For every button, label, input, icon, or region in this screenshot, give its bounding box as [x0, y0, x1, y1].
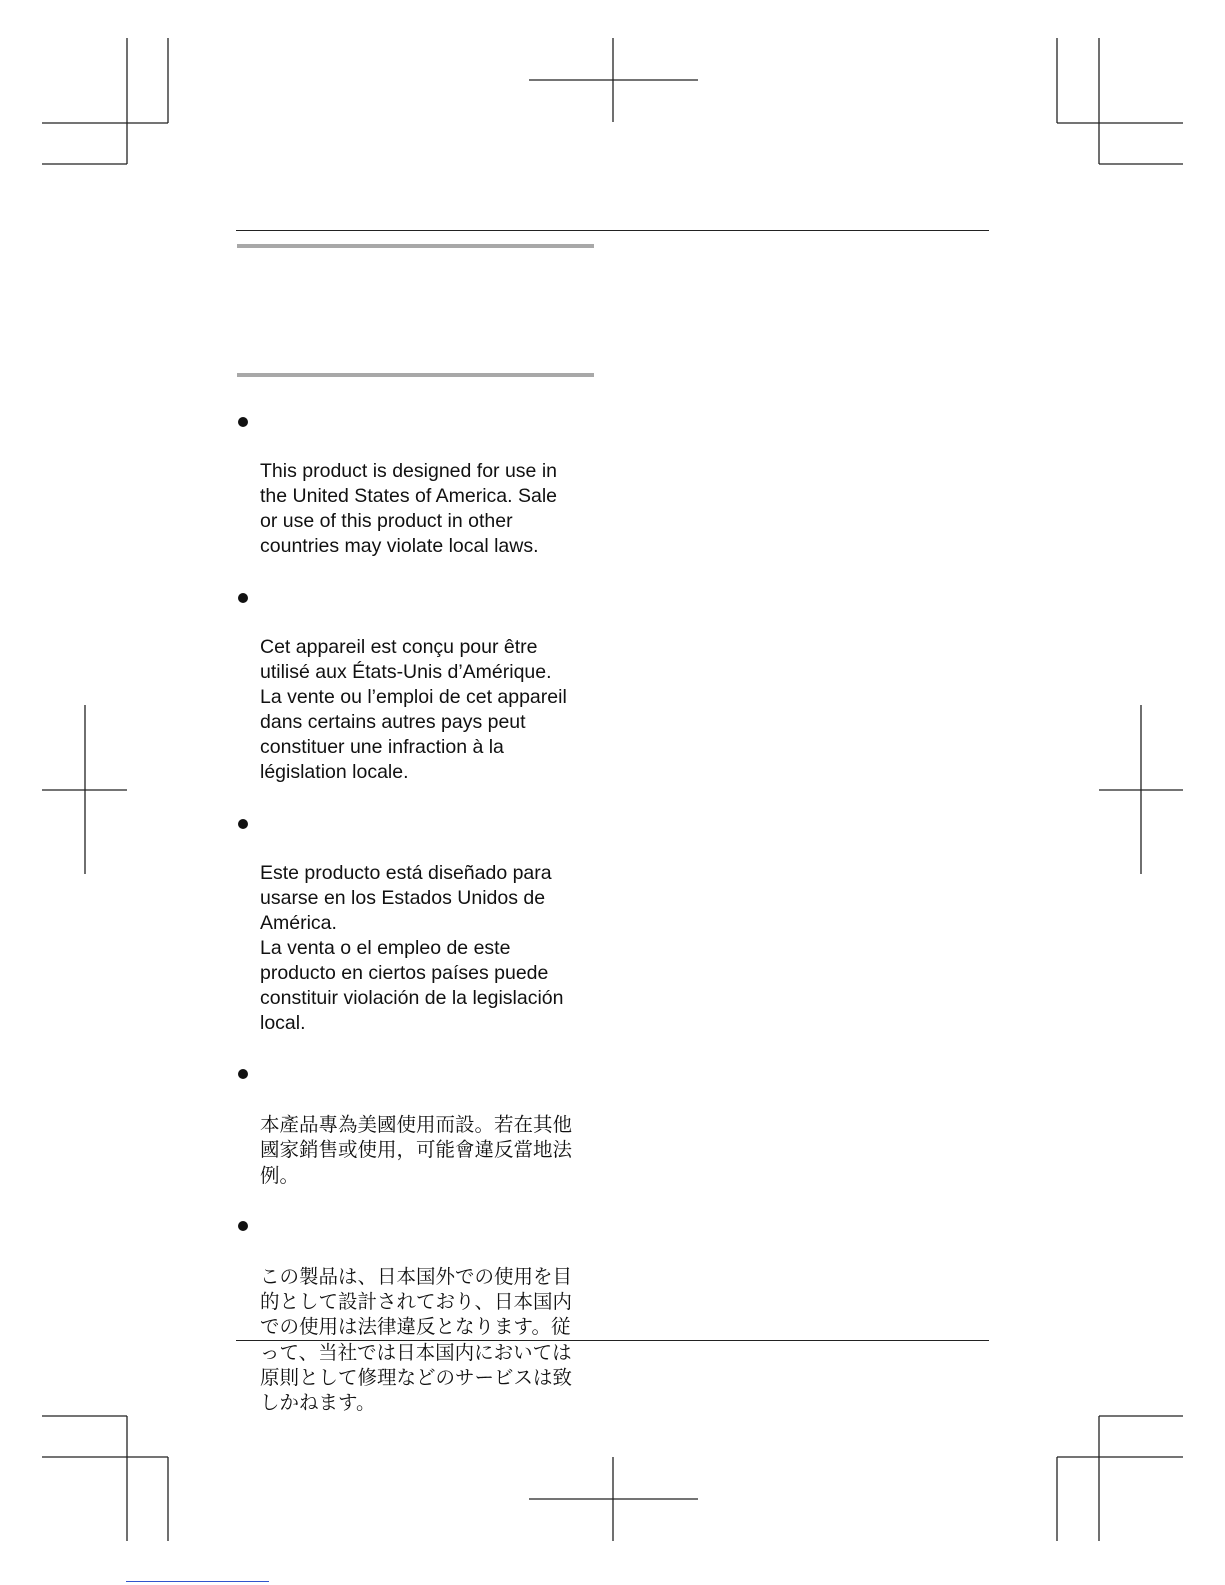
notice-list — [236, 409, 598, 1441]
header-rule — [236, 230, 989, 231]
notice-english — [236, 409, 598, 585]
section-bar-bottom — [237, 373, 594, 377]
section-bar-top — [237, 244, 594, 248]
bullet-icon — [238, 417, 248, 427]
bullet-icon — [238, 593, 248, 603]
notice-chinese — [236, 1061, 598, 1213]
notice-text: Cet appareil est conçu pour être utilisé aux États-Unis d’Amérique. La vente ou l’emploi de cet appareil dans certains autres pays peut constituer une infraction à la législation locale. — [260, 635, 567, 784]
bullet-icon — [238, 1221, 248, 1231]
bullet-icon — [238, 819, 248, 829]
footer-rule — [236, 1340, 989, 1341]
notice-text: この製品は、日本国外での使用を目 的として設計されており、日本国内 での使用は法律違反となります。従 って、当社では日本国内においては 原則として修理などのサービスは致 しかねます。 — [260, 1264, 573, 1415]
notice-french — [236, 585, 598, 811]
notice-text: Este producto está diseñado para usarse en los Estados Unidos de América. La venta o el empleo de este producto en ciertos países puede constituir violación de la legislación local. — [260, 861, 564, 1035]
notice-text: This product is designed for use in the United States of America. Sale or use of this product in other countries may violate local laws. — [260, 460, 557, 558]
notice-japanese — [236, 1213, 598, 1441]
footer-link-underline — [126, 1581, 269, 1582]
notice-spanish — [236, 811, 598, 1062]
notice-text: 本產品專為美國使用而設。若在其他 國家銷售或使用，可能會違反當地法 例。 — [260, 1113, 573, 1187]
bullet-icon — [238, 1069, 248, 1079]
